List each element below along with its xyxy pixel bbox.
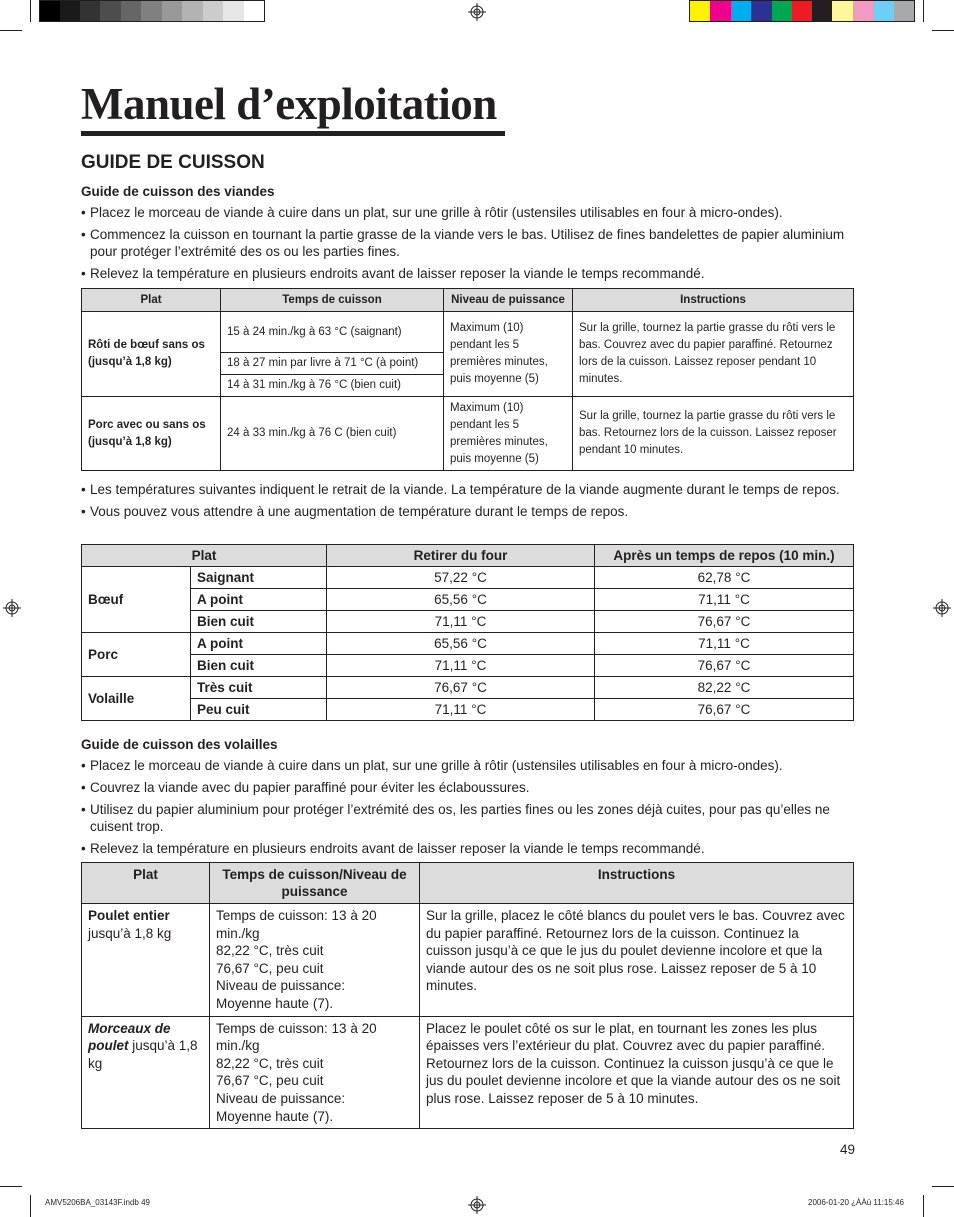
table-cell: 57,22 °C	[327, 567, 595, 589]
page-number: 49	[840, 1142, 856, 1157]
color-swatch	[690, 1, 710, 21]
list-item: • Les températures suivantes indiquent le retrait de la viande. La température de la viande augmente durant le temps de repos.	[81, 481, 856, 498]
gray-swatch	[40, 1, 60, 21]
registration-mark-icon	[3, 599, 21, 617]
grayscale-calibration-bar	[39, 0, 265, 22]
table-cell	[210, 904, 420, 1017]
table-header-row	[82, 863, 854, 904]
crop-mark	[923, 0, 924, 22]
list-item: • Commencez la cuisson en tournant la partie grasse de la viande vers le bas. Utilisez de fines bandelettes de papier aluminium pour protéger l’extrémité des os ou les parties fines.	[81, 226, 861, 260]
title-underline	[81, 131, 505, 136]
table-cell: Peu cuit	[191, 699, 327, 721]
column-header: Temps de cuisson/Niveau de puissance	[210, 863, 420, 904]
table-row	[82, 567, 854, 589]
table-cell: 76,67 °C	[595, 699, 854, 721]
table-cell: 18 à 27 min par livre à 71 °C (à point)	[221, 353, 444, 375]
table-row	[82, 633, 854, 655]
color-swatch	[812, 1, 832, 21]
crop-mark	[30, 0, 31, 22]
color-swatch	[710, 1, 731, 21]
table-row	[82, 699, 854, 721]
gray-swatch	[100, 1, 121, 21]
temperature-bullet-list	[81, 481, 856, 525]
crop-mark	[0, 30, 22, 31]
dish-weight: jusqu’à 1,8 kg	[88, 1038, 198, 1071]
table-cell: Sur la grille, placez le côté blancs du poulet vers le bas. Couvrez avec du papier paraffiné. Retournez lors de la cuisson. Continuez la cuisson jusqu’à ce que le jus du poulet devienne incolore et que la viande autour des os ne soit plus rose. Laissez reposer de 5 à 10 minutes.	[420, 904, 854, 1017]
table-cell: 82,22 °C	[595, 677, 854, 699]
poultry-cooking-table	[81, 862, 854, 1129]
crop-mark	[30, 1195, 31, 1217]
table-cell: 71,11 °C	[327, 611, 595, 633]
resting-temperature-table	[81, 544, 854, 721]
table-cell: 15 à 24 min./kg à 63 °C (saignant)	[221, 312, 444, 353]
column-header: Niveau de puissance	[444, 289, 573, 312]
column-header: Après un temps de repos (10 min.)	[595, 545, 854, 567]
gray-swatch	[162, 1, 182, 21]
cooking-time-line: 76,67 °C, peu cuit	[216, 1073, 324, 1089]
color-swatch	[731, 1, 751, 21]
registration-mark-icon	[933, 599, 951, 617]
meat-guide-heading: Guide de cuisson des viandes	[81, 184, 275, 199]
gray-swatch	[60, 1, 80, 21]
table-cell: A point	[191, 589, 327, 611]
table-cell: Volaille	[82, 677, 191, 721]
gray-swatch	[80, 1, 100, 21]
cooking-time-line: Moyenne haute (7).	[216, 1108, 334, 1124]
gray-swatch	[121, 1, 141, 21]
poultry-bullet-list	[81, 757, 861, 862]
table-cell: Maximum (10) pendant les 5 premières minutes, puis moyenne (5)	[444, 397, 573, 471]
table-cell: Bien cuit	[191, 611, 327, 633]
table-cell: 14 à 31 min./kg à 76 °C (bien cuit)	[221, 375, 444, 397]
registration-mark-icon	[468, 3, 486, 21]
table-row	[82, 397, 854, 471]
table-row	[82, 589, 854, 611]
table-row	[82, 611, 854, 633]
dish-weight: jusqu’à 1,8 kg	[88, 925, 172, 941]
column-header: Temps de cuisson	[221, 289, 444, 312]
file-slug: AMV5206BA_03143F.indb 49	[45, 1198, 150, 1207]
table-cell: 76,67 °C	[595, 655, 854, 677]
cooking-time-line: Moyenne haute (7).	[216, 995, 334, 1011]
table-row	[82, 312, 854, 353]
color-swatch	[751, 1, 772, 21]
section-heading: GUIDE DE CUISSON	[81, 152, 265, 173]
color-calibration-bar	[689, 0, 915, 22]
list-item: • Couvrez la viande avec du papier paraffiné pour éviter les éclaboussures.	[81, 779, 861, 796]
table-row	[82, 904, 854, 1017]
table-cell: Maximum (10) pendant les 5 premières minutes, puis moyenne (5)	[444, 312, 573, 397]
table-cell: Sur la grille, tournez la partie grasse du rôti vers le bas. Retournez lors de la cuisson. Laissez reposer pendant 10 minutes.	[573, 397, 854, 471]
color-swatch	[832, 1, 853, 21]
color-swatch	[894, 1, 914, 21]
table-cell	[82, 904, 210, 1017]
poultry-guide-heading: Guide de cuisson des volailles	[81, 737, 278, 752]
table-cell: 65,56 °C	[327, 633, 595, 655]
table-row	[82, 1016, 854, 1129]
color-swatch	[853, 1, 873, 21]
cooking-time-line: Temps de cuisson: 13 à 20 min./kg	[216, 1020, 377, 1054]
table-cell: Sur la grille, tournez la partie grasse du rôti vers le bas. Couvrez avec du papier paraffiné. Retournez lors de la cuisson. Laissez reposer pendant 10 minutes.	[573, 312, 854, 397]
list-item: • Placez le morceau de viande à cuire dans un plat, sur une grille à rôtir (ustensiles utilisables en four à micro-ondes).	[81, 204, 861, 221]
column-header: Instructions	[573, 289, 854, 312]
gray-swatch	[203, 1, 223, 21]
crop-mark	[923, 1195, 924, 1217]
gray-swatch	[223, 1, 244, 21]
table-row	[82, 677, 854, 699]
column-header: Plat	[82, 545, 327, 567]
list-item: • Vous pouvez vous attendre à une augmentation de température durant le temps de repos.	[81, 503, 856, 520]
table-row	[82, 655, 854, 677]
table-cell: Bœuf	[82, 567, 191, 633]
table-cell	[82, 1016, 210, 1129]
registration-mark-icon	[468, 1196, 486, 1214]
table-cell: Très cuit	[191, 677, 327, 699]
cooking-time-line: 82,22 °C, très cuit	[216, 943, 324, 959]
table-cell: 71,11 °C	[327, 655, 595, 677]
color-swatch	[873, 1, 894, 21]
table-header-row	[82, 289, 854, 312]
table-cell: Porc	[82, 633, 191, 677]
list-item: • Placez le morceau de viande à cuire dans un plat, sur une grille à rôtir (ustensiles utilisables en four à micro-ondes).	[81, 757, 861, 774]
cooking-time-line: Temps de cuisson: 13 à 20 min./kg	[216, 908, 377, 941]
table-cell: Rôti de bœuf sans os (jusqu’à 1,8 kg)	[82, 312, 221, 397]
dish-name: Poulet entier	[88, 908, 170, 923]
table-cell: Porc avec ou sans os (jusqu’à 1,8 kg)	[82, 397, 221, 471]
table-cell: 76,67 °C	[595, 611, 854, 633]
table-cell: 62,78 °C	[595, 567, 854, 589]
cooking-time-line: Niveau de puissance:	[216, 1090, 346, 1106]
meat-bullet-list	[81, 204, 861, 287]
column-header: Instructions	[420, 863, 854, 904]
table-cell: 71,11 °C	[595, 633, 854, 655]
color-swatch	[772, 1, 792, 21]
table-cell: 65,56 °C	[327, 589, 595, 611]
crop-mark	[932, 1186, 954, 1187]
meat-cooking-table	[81, 288, 854, 471]
crop-mark	[932, 30, 954, 31]
column-header: Plat	[82, 863, 210, 904]
crop-mark	[0, 1186, 22, 1187]
list-item: • Relevez la température en plusieurs endroits avant de laisser reposer la viande le temps recommandé.	[81, 265, 861, 282]
gray-swatch	[182, 1, 203, 21]
gray-swatch	[141, 1, 162, 21]
color-swatch	[792, 1, 813, 21]
table-cell: Bien cuit	[191, 655, 327, 677]
column-header: Retirer du four	[327, 545, 595, 567]
dish-name: Morceaux de poulet	[88, 1020, 171, 1054]
page-title: Manuel d’exploitation	[81, 79, 497, 129]
table-cell: 76,67 °C	[327, 677, 595, 699]
list-item: • Relevez la température en plusieurs endroits avant de laisser reposer la viande le temps recommandé.	[81, 840, 861, 857]
table-cell: A point	[191, 633, 327, 655]
gray-swatch	[244, 1, 264, 21]
list-item: • Utilisez du papier aluminium pour protéger l’extrémité des os, les parties fines ou les zones déjà cuites, pour pas qu’elles ne cuisent trop.	[81, 801, 861, 835]
table-cell: Saignant	[191, 567, 327, 589]
cooking-time-line: Niveau de puissance:	[216, 978, 346, 994]
table-cell	[210, 1016, 420, 1129]
table-cell: Placez le poulet côté os sur le plat, en tournant les zones les plus épaisses vers l’extérieur du plat. Couvrez avec du papier paraffiné. Retournez lors de la cuisson. Continuez la cuisson jusqu’à ce que le jus du poulet devienne incolore et que la viande autour des os ne soit plus rose. Laissez reposer de 5 à 10 minutes.	[420, 1016, 854, 1129]
date-slug: 2006-01-20 ¿ÀÀü 11:15:46	[808, 1198, 904, 1207]
table-header-row	[82, 545, 854, 567]
column-header: Plat	[82, 289, 221, 312]
cooking-time-line: 82,22 °C, très cuit	[216, 1055, 324, 1071]
table-cell: 71,11 °C	[595, 589, 854, 611]
table-cell: 71,11 °C	[327, 699, 595, 721]
cooking-time-line: 76,67 °C, peu cuit	[216, 960, 324, 976]
table-cell: 24 à 33 min./kg à 76 C (bien cuit)	[221, 397, 444, 471]
